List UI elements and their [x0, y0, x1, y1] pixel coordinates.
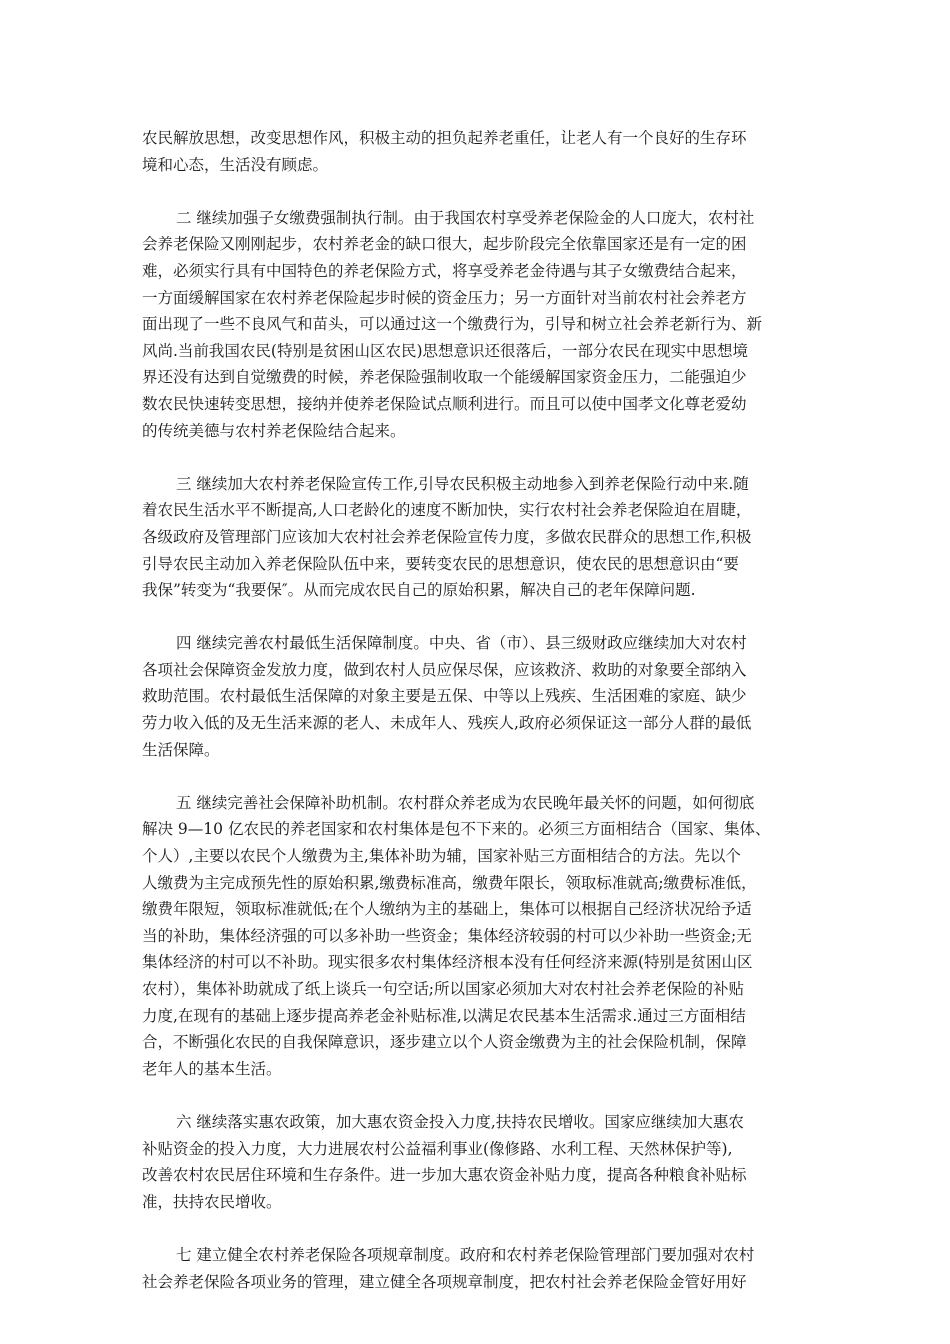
paragraph-item-5 [142, 790, 810, 1083]
paragraph-continuation [142, 125, 810, 178]
text-line: 补贴资金的投入力度，大力进展农村公益福利事业(像修路、水利工程、天然林保护等), [142, 1139, 733, 1158]
text-line: 三 继续加大农村养老保险宣传工作,引导农民积极主动地参入到养老保险行动中来.随 [176, 474, 749, 493]
text-line: 四 继续完善农村最低生活保障制度。中央、省（市）、县三级财政应继续加大对农村 [176, 634, 747, 653]
text-line: 六 继续落实惠农政策，加大惠农资金投入力度,扶持农民增收。国家应继续加大惠农 [176, 1112, 744, 1131]
text-line: 五 继续完善社会保障补助机制。农村群众养老成为农民晚年最关怀的问题，如何彻底 [176, 793, 755, 812]
paragraph-item-4 [142, 630, 810, 763]
text-line: 当的补助，集体经济强的可以多补助一些资金；集体经济较弱的村可以少补助一些资金;无 [142, 926, 752, 945]
text-line: 合，不断强化农民的自我保障意识，逐步建立以个人资金缴费为主的社会保险机制，保障 [142, 1033, 747, 1052]
text-line: 风尚.当前我国农民(特别是贫困山区农民)思想意识还很落后，一部分农民在现实中思想境 [142, 341, 749, 360]
text-line: 农民解放思想，改变思想作风，积极主动的担负起养老重任，让老人有一个良好的生存环 [142, 129, 747, 147]
text-line: 二 继续加强子女缴费强制执行制。由于我国农村享受养老保险金的人口庞大，农村社 [176, 208, 755, 227]
paragraph-item-6 [142, 1109, 810, 1215]
text-line: 着农民生活水平不断提高,人口老龄化的速度不断加快，实行农村社会养老保险迫在眉睫， [142, 501, 752, 520]
text-line: 解决 9—10 亿农民的养老国家和农村集体是包不下来的。必须三方面相结合（国家、集体、 [142, 820, 771, 839]
paragraph-item-7 [142, 1242, 810, 1295]
text-line: 农村），集体补助就成了纸上谈兵一句空话;所以国家必须加大对农村社会养老保险的补贴 [142, 980, 744, 998]
text-line: 各级政府及管理部门应该加大农村社会养老保险宣传力度，多做农民群众的思想工作,积极 [142, 527, 752, 546]
text-line: 难，必须实行具有中国特色的养老保险方式，将享受养老金待遇与其子女缴费结合起来， [142, 261, 747, 280]
text-line: 劳力收入低的及无生活来源的老人、未成年人、残疾人,政府必须保证这一部分人群的最低 [142, 714, 752, 733]
text-line: 界还没有达到自觉缴费的时候，养老保险强制收取一个能缓解国家资金压力，二能强迫少 [142, 368, 747, 387]
text-line: 老年人的基本生活。 [142, 1059, 282, 1078]
text-line: 准，扶持农民增收。 [142, 1192, 282, 1211]
text-line: 会养老保险又刚刚起步，农村养老金的缺口很大，起步阶段完全依靠国家还是有一定的困 [142, 235, 747, 254]
text-line: 缴费年限短，领取标准就低;在个人缴纳为主的基础上，集体可以根据自己经济状况给予适 [142, 900, 752, 919]
text-line: 的传统美德与农村养老保险结合起来。 [142, 421, 406, 440]
text-line: 力度,在现有的基础上逐步提高养老金补贴标准,以满足农民基本生活需求.通过三方面相结 [142, 1006, 746, 1025]
paragraph-item-3 [142, 471, 810, 604]
text-line: 生活保障。 [142, 740, 220, 759]
text-line: 救助范围。农村最低生活保障的对象主要是五保、中等以上残疾、生活困难的家庭、缺少 [142, 687, 747, 706]
text-line: 人缴费为主完成预先性的原始积累,缴费标准高，缴费年限长，领取标准就高;缴费标准低， [142, 873, 757, 892]
text-line: 集体经济的村可以不补助。现实很多农村集体经济根本没有任何经济来源(特别是贫困山区 [142, 953, 753, 972]
document-body [142, 125, 810, 1322]
text-line: 七 建立健全农村养老保险各项规章制度。政府和农村养老保险管理部门要加强对农村 [176, 1245, 755, 1264]
text-line: 个人）,主要以农民个人缴费为主,集体补助为辅，国家补贴三方面相结合的方法。先以个 [142, 847, 741, 866]
text-line: 各项社会保障资金发放力度，做到农村人员应保尽保，应该救济、救助的对象要全部纳入 [142, 660, 747, 679]
text-line: 改善农村农民居住环境和生存条件。进一步加大惠农资金补贴力度，提高各种粮食补贴标 [142, 1166, 747, 1185]
text-line: 境和心态，生活没有顾虑。 [142, 155, 329, 174]
text-line: 引导农民主动加入养老保险队伍中来，要转变农民的思想意识，使农民的思想意识由“要 [142, 554, 739, 573]
paragraph-item-2 [142, 205, 810, 444]
text-line: 面出现了一些不良风气和苗头，可以通过这一个缴费行为，引导和树立社会养老新行为、新 [142, 315, 763, 334]
text-line: 一方面缓解国家在农村养老保险起步时候的资金压力；另一方面针对当前农村社会养老方 [142, 288, 747, 307]
text-line: 社会养老保险各项业务的管理，建立健全各项规章制度，把农村社会养老保险金管好用好 [142, 1272, 747, 1291]
text-line: 数农民快速转变思想，接纳并使养老保险试点顺利进行。而且可以使中国孝文化尊老爱幼 [142, 394, 747, 413]
text-line: 我保”转变为“我要保″。从而完成农民自己的原始积累，解决自己的老年保障问题. [142, 581, 696, 600]
